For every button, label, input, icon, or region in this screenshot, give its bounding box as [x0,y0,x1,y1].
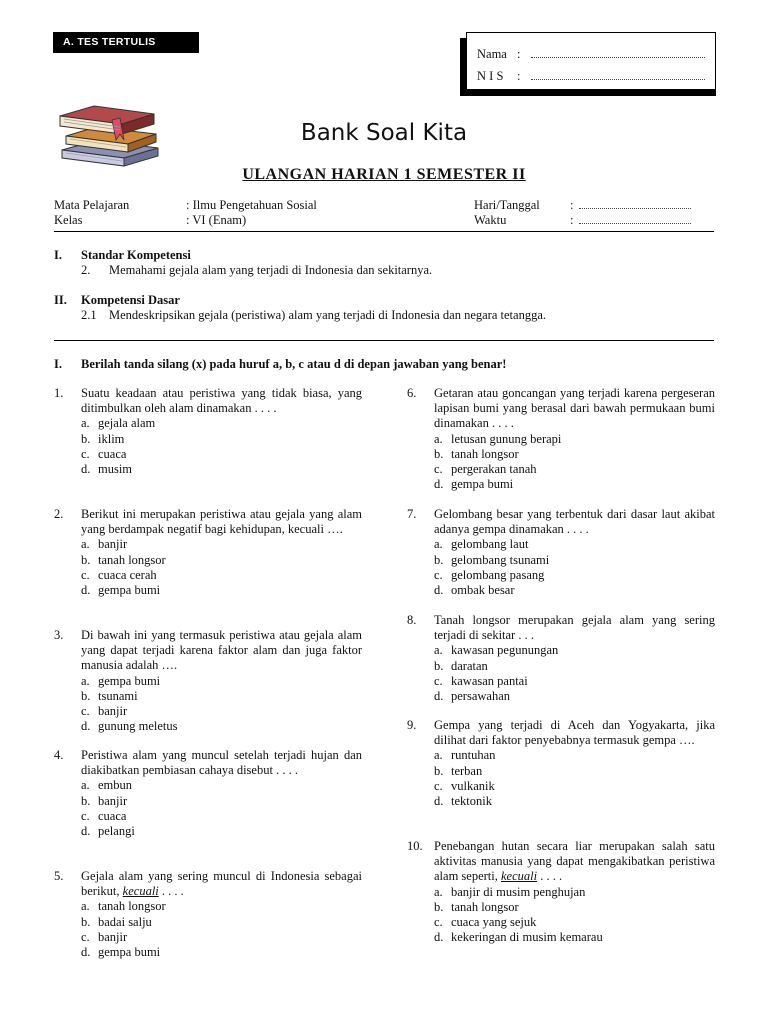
option-text: terban [451,763,483,778]
emphasis-kecuali: kecuali [501,869,538,884]
option-letter: d. [81,945,91,960]
answer-option[interactable] [434,674,715,689]
option-text: tanah longsor [98,899,166,914]
option-letter: b. [81,552,91,567]
option-text: runtuhan [451,748,496,763]
answer-option[interactable] [434,794,715,809]
option-letter: c. [434,567,443,582]
option-letter: b. [81,688,91,703]
option-letter: c. [81,446,90,461]
option-text: daratan [451,658,488,673]
section-kompetensi-dasar: II. Kompetensi Dasar 2.1 Mendeskripsikan gejala (peristiwa) alam yang terjadi di Indonesia dan negara tetangga. [54,293,546,322]
option-text: gempa bumi [98,583,161,598]
question-text: Penebangan hutan secara liar merupakan salah satu aktivitas manusia yang dapat mengakibatkan peristiwa alam seperti, kecuali . . . . [434,839,715,884]
option-text: tanah longsor [98,552,166,567]
question-text: Getaran atau goncangan yang terjadi karena pergeseran lapisan bumi yang berasal dari bawah permukaan bumi dinamakan . . . . [434,386,715,431]
answer-option[interactable] [434,583,715,598]
question-text: Tanah longsor merupakan gejala alam yang sering terjadi di sekitar . . . [434,613,715,643]
option-text: banjir [98,537,128,552]
answer-option[interactable] [81,447,362,462]
nis-row [477,62,705,84]
info-row-date: Hari/Tanggal : [474,198,691,213]
option-text: tanah longsor [451,899,519,914]
option-letter: d. [81,583,91,598]
answer-option[interactable] [434,915,715,930]
option-letter: c. [434,462,443,477]
option-text: kekeringan di musim kemarau [451,930,603,945]
question-1 [54,386,362,477]
answer-option[interactable] [434,764,715,779]
question-2 [54,507,362,598]
option-letter: a. [81,416,90,431]
option-letter: d. [81,719,91,734]
question-number: 5. [54,869,64,883]
name-field[interactable] [531,48,705,58]
option-text: gelombang laut [451,537,529,552]
option-letter: d. [81,824,91,839]
option-letter: a. [434,748,443,763]
id-box [466,32,716,90]
answer-option[interactable] [81,778,362,793]
option-text: pergerakan tanah [451,462,537,477]
option-letter: c. [81,929,90,944]
question-text: Di bawah ini yang termasuk peristiwa atau gejala alam yang dapat terjadi karena faktor alam dan juga faktor manusia adalah …. [81,628,362,673]
answer-option[interactable] [81,674,362,689]
option-text: pelangi [98,824,135,839]
question-number: 10. [407,839,423,853]
answer-option[interactable] [434,689,715,704]
answer-option[interactable] [81,945,362,960]
option-text: musim [98,462,133,477]
answer-option[interactable] [81,899,362,914]
answer-option[interactable] [434,553,715,568]
question-number: 7. [407,507,417,521]
option-text: cuaca cerah [98,567,157,582]
option-text: kawasan pegunungan [451,643,559,658]
option-letter: a. [81,899,90,914]
question-text: Suatu keadaan atau peristiwa yang tidak biasa, yang ditimbulkan oleh alam dinamakan . . . . [81,386,362,416]
answer-option[interactable] [434,930,715,945]
info-row-class: Kelas : VI (Enam) [54,213,247,227]
answer-option[interactable] [81,824,362,839]
answer-option[interactable] [81,416,362,431]
nis-field[interactable] [531,70,705,80]
nis-colon: : [517,69,521,83]
option-letter: d. [434,689,444,704]
option-text: banjir [98,929,128,944]
option-text: gejala alam [98,416,156,431]
question-text: Gelombang besar yang terbentuk dari dasar laut akibat adanya gempa dinamakan . . . . [434,507,715,537]
info-row-subject: Mata Pelajaran : Ilmu Pengetahuan Sosial [54,198,317,212]
option-letter: b. [81,431,91,446]
option-text: gunung meletus [98,719,178,734]
option-letter: b. [81,914,91,929]
answer-option[interactable] [81,568,362,583]
answer-option[interactable] [81,719,362,734]
question-number: 6. [407,386,417,400]
option-letter: a. [434,431,443,446]
answer-option[interactable] [434,659,715,674]
answer-option[interactable] [81,462,362,477]
option-text: gempa bumi [98,945,161,960]
option-text: cuaca yang sejuk [451,915,537,930]
option-letter: c. [81,704,90,719]
question-10 [407,839,715,945]
option-text: banjir di musim penghujan [451,884,586,899]
option-letter: a. [81,673,90,688]
name-colon: : [517,47,521,61]
answer-option[interactable] [434,462,715,477]
answer-option[interactable] [434,885,715,900]
option-letter: b. [434,899,444,914]
question-5 [54,869,362,960]
option-text: letusan gunung berapi [451,431,562,446]
answer-option[interactable] [434,748,715,763]
option-text: tanah longsor [451,446,519,461]
option-text: tsunami [98,688,138,703]
option-text: cuaca [98,446,127,461]
answer-option[interactable] [434,900,715,915]
option-letter: d. [434,930,444,945]
question-4 [54,748,362,839]
option-text: gelombang tsunami [451,552,550,567]
answer-option[interactable] [434,447,715,462]
brand-title: Bank Soal Kita [300,120,468,146]
option-letter: a. [81,778,90,793]
option-text: banjir [98,793,128,808]
option-letter: a. [81,537,90,552]
option-text: gempa bumi [451,477,514,492]
option-text: embun [98,778,133,793]
option-letter: b. [81,793,91,808]
option-text: banjir [98,704,128,719]
question-number: 4. [54,748,64,762]
option-letter: d. [434,583,444,598]
answer-option[interactable] [434,568,715,583]
answer-option[interactable] [81,689,362,704]
name-row [477,40,705,62]
divider-top [54,231,714,232]
option-letter: d. [434,477,444,492]
option-letter: c. [81,567,90,582]
option-letter: b. [434,658,444,673]
option-text: gelombang pasang [451,567,545,582]
question-text: Gejala alam yang sering muncul di Indonesia sebagai berikut, kecuali . . . . [81,869,362,899]
option-text: ombak besar [451,583,515,598]
option-letter: d. [434,794,444,809]
option-letter: a. [434,537,443,552]
answer-option[interactable] [81,432,362,447]
option-text: gempa bumi [98,673,161,688]
option-text: cuaca [98,808,127,823]
question-number: 2. [54,507,64,521]
emphasis-kecuali: kecuali [122,884,159,899]
option-text: vulkanik [451,778,495,793]
question-number: 1. [54,386,64,400]
option-text: tektonik [451,794,492,809]
answer-option[interactable] [434,432,715,447]
question-number: 8. [407,613,417,627]
info-right [474,198,691,228]
option-letter: c. [434,778,443,793]
instruction: I. Berilah tanda silang (x) pada huruf a, b, c atau d di depan jawaban yang benar! [54,357,507,371]
option-letter: d. [81,462,91,477]
info-left [54,198,317,228]
question-9 [407,718,715,809]
nis-label: N I S [477,69,504,83]
time-field[interactable] [579,216,691,224]
option-text: persawahan [451,689,510,704]
answer-option[interactable] [81,915,362,930]
option-letter: c. [81,808,90,823]
option-text: iklim [98,431,125,446]
option-letter: b. [434,552,444,567]
name-label: Nama [477,47,507,61]
answer-option[interactable] [434,477,715,492]
option-letter: c. [434,915,443,930]
answer-option[interactable] [81,583,362,598]
info-row-time: Waktu : [474,213,691,228]
option-text: badai salju [98,914,152,929]
answer-option[interactable] [81,704,362,719]
question-8 [407,613,715,704]
option-letter: c. [434,673,443,688]
option-letter: b. [434,446,444,461]
question-number: 9. [407,718,417,732]
option-letter: a. [434,643,443,658]
question-text: Peristiwa alam yang muncul setelah terjadi hujan dan diakibatkan pembiasan cahaya disebut . . . . [81,748,362,778]
exam-title: ULANGAN HARIAN 1 SEMESTER II [242,166,526,183]
question-7 [407,507,715,598]
option-text: kawasan pantai [451,673,528,688]
question-text: Gempa yang terjadi di Aceh dan Yogyakarta, jika dilihat dari faktor penyebabnya termasuk gempa …. [434,718,715,748]
answer-option[interactable] [434,779,715,794]
answer-option[interactable] [81,930,362,945]
divider-middle [54,340,714,341]
question-number: 3. [54,628,64,642]
question-6 [407,386,715,492]
question-3 [54,628,362,734]
option-letter: a. [434,884,443,899]
option-letter: b. [434,763,444,778]
answer-option[interactable] [81,553,362,568]
answer-option[interactable] [81,794,362,809]
answer-option[interactable] [434,643,715,658]
section-tag: A. TES TERTULIS [53,32,199,53]
date-field[interactable] [579,201,691,209]
section-standar-kompetensi: I. Standar Kompetensi 2. Memahami gejala alam yang terjadi di Indonesia dan sekitarnya. [54,248,433,277]
answer-option[interactable] [434,537,715,552]
question-text: Berikut ini merupakan peristiwa atau gejala yang alam yang berdampak negatif bagi kehidupan, kecuali …. [81,507,362,537]
answer-option[interactable] [81,537,362,552]
answer-option[interactable] [81,809,362,824]
